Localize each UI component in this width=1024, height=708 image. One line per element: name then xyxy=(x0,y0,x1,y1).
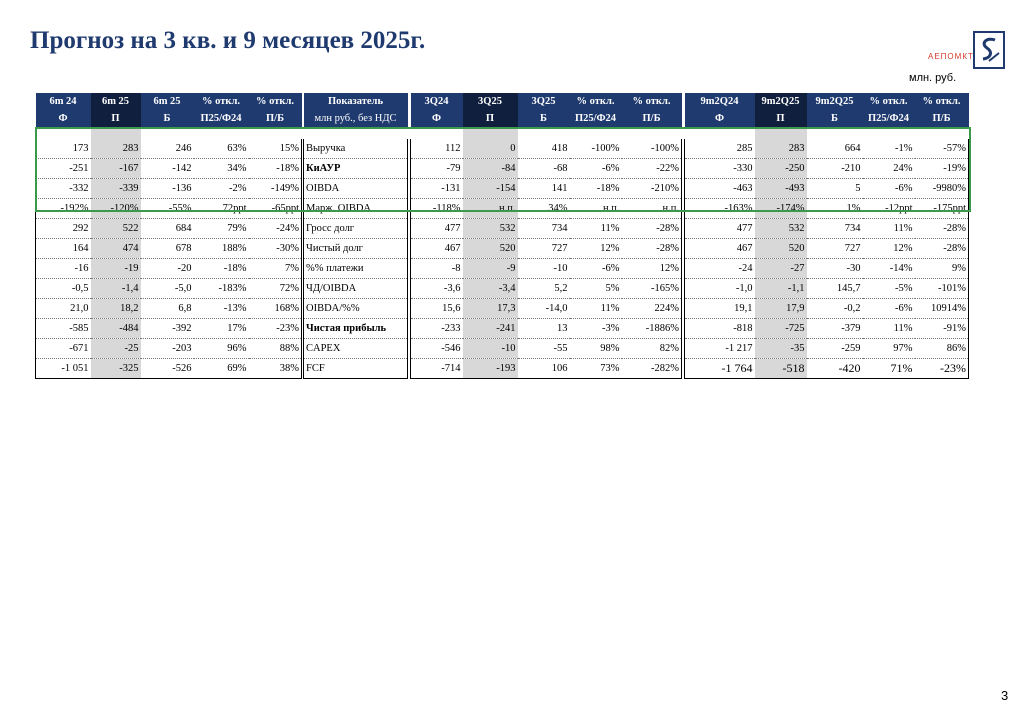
table-header-row xyxy=(36,93,302,110)
table-cell: -131 xyxy=(411,179,463,199)
table-cell: -5% xyxy=(863,279,915,299)
table-cell: -14% xyxy=(863,259,915,279)
table-row xyxy=(304,239,408,259)
col-header: 9m2Q25 xyxy=(755,93,807,110)
table-row xyxy=(36,179,302,199)
table-cell: 173 xyxy=(36,139,91,159)
table-cell: -18% xyxy=(570,179,622,199)
table-cell: -251 xyxy=(36,159,91,179)
table-cell: -18% xyxy=(249,159,302,179)
indicator-label: FCF xyxy=(304,359,408,379)
table-row xyxy=(304,299,408,319)
col-subheader: Ф xyxy=(411,110,463,127)
table-cell: 418 xyxy=(518,139,570,159)
indicator-subheader: млн руб., без НДС xyxy=(304,110,408,127)
table-cell: 79% xyxy=(194,219,249,239)
table-cell: -68 xyxy=(518,159,570,179)
col-header: 6m 25 xyxy=(141,93,194,110)
indicator-table xyxy=(303,93,408,379)
table-cell: 21,0 xyxy=(36,299,91,319)
col-header: 3Q25 xyxy=(518,93,570,110)
table-row xyxy=(685,359,969,379)
indicator-label: Чистая прибыль xyxy=(304,319,408,339)
table-row xyxy=(411,359,682,379)
table-cell: 532 xyxy=(463,219,518,239)
table-cell: -2% xyxy=(194,179,249,199)
table-cell: 86% xyxy=(915,339,969,359)
table-row xyxy=(685,139,969,159)
table-row xyxy=(411,339,682,359)
table-cell: 13 xyxy=(518,319,570,339)
table-row xyxy=(411,299,682,319)
table-cell: -19 xyxy=(91,259,141,279)
unit-label: млн. руб. xyxy=(909,72,957,84)
table-row xyxy=(304,199,408,219)
table-row xyxy=(411,139,682,159)
table-cell: -16 xyxy=(36,259,91,279)
table-row xyxy=(685,259,969,279)
table-cell: 285 xyxy=(685,139,755,159)
table-cell: 6,8 xyxy=(141,299,194,319)
table-cell: -57% xyxy=(915,139,969,159)
table-cell: -120% xyxy=(91,199,141,219)
table-cell: 477 xyxy=(685,219,755,239)
table-cell: 69% xyxy=(194,359,249,379)
table-cell: -484 xyxy=(91,319,141,339)
table-cell: -28% xyxy=(915,239,969,259)
table-row xyxy=(36,159,302,179)
table-cell: 11% xyxy=(863,219,915,239)
table-cell: -8 xyxy=(411,259,463,279)
table-cell: -6% xyxy=(863,179,915,199)
table-cell: -91% xyxy=(915,319,969,339)
table-cell: -23% xyxy=(915,359,969,379)
table-cell: 522 xyxy=(91,219,141,239)
col-header: 3Q25 xyxy=(463,93,518,110)
table-cell: 17,9 xyxy=(755,299,807,319)
table-cell: -24 xyxy=(685,259,755,279)
table-cell: 246 xyxy=(141,139,194,159)
indicator-label: CAPEX xyxy=(304,339,408,359)
table-cell: -163% xyxy=(685,199,755,219)
table-cell: -233 xyxy=(411,319,463,339)
table-cell: -210% xyxy=(622,179,682,199)
table-cell: 63% xyxy=(194,139,249,159)
table-cell: -1,4 xyxy=(91,279,141,299)
table-row xyxy=(411,319,682,339)
table-cell: 0 xyxy=(463,139,518,159)
table-cell: 12% xyxy=(570,239,622,259)
table-cell: -6% xyxy=(570,259,622,279)
table-row xyxy=(304,359,408,379)
table-cell: -118% xyxy=(411,199,463,219)
table-cell: 17,3 xyxy=(463,299,518,319)
table-cell: -1886% xyxy=(622,319,682,339)
table-row xyxy=(304,219,408,239)
table-row xyxy=(36,199,302,219)
col-subheader: Б xyxy=(518,110,570,127)
table-row xyxy=(36,239,302,259)
table-cell: -1% xyxy=(863,139,915,159)
table-row xyxy=(685,299,969,319)
left-period-table xyxy=(35,93,302,379)
col-subheader: П25/Ф24 xyxy=(194,110,249,127)
table-cell: 15% xyxy=(249,139,302,159)
table-cell: -818 xyxy=(685,319,755,339)
table-cell: -0,5 xyxy=(36,279,91,299)
table-cell: -30% xyxy=(249,239,302,259)
col-header: 9m2Q25 xyxy=(807,93,863,110)
table-cell: н.п. xyxy=(622,199,682,219)
table-cell: 684 xyxy=(141,219,194,239)
table-cell: -725 xyxy=(755,319,807,339)
col-header: 3Q24 xyxy=(411,93,463,110)
table-cell: 73% xyxy=(570,359,622,379)
table-cell: 72ppt xyxy=(194,199,249,219)
table-cell: -65ppt xyxy=(249,199,302,219)
table-cell: -5,0 xyxy=(141,279,194,299)
table-cell: -241 xyxy=(463,319,518,339)
table-cell: -101% xyxy=(915,279,969,299)
table-cell: 474 xyxy=(91,239,141,259)
table-cell: -35 xyxy=(755,339,807,359)
table-cell: 11% xyxy=(570,299,622,319)
table-cell: н.п. xyxy=(570,199,622,219)
table-cell: -20 xyxy=(141,259,194,279)
table-row xyxy=(36,279,302,299)
col-header: % откл. xyxy=(249,93,302,110)
page-number: 3 xyxy=(1001,688,1009,703)
table-cell: 24% xyxy=(863,159,915,179)
table-cell: 17% xyxy=(194,319,249,339)
table-cell: -1 051 xyxy=(36,359,91,379)
col-subheader: П/Б xyxy=(249,110,302,127)
col-header: % откл. xyxy=(622,93,682,110)
col-subheader: П25/Ф24 xyxy=(570,110,622,127)
table-cell: 678 xyxy=(141,239,194,259)
table-cell: 283 xyxy=(755,139,807,159)
table-cell: 532 xyxy=(755,219,807,239)
col-subheader: П xyxy=(755,110,807,127)
company-logo-icon xyxy=(973,31,1005,69)
table-cell: -55% xyxy=(141,199,194,219)
table-cell: 467 xyxy=(685,239,755,259)
table-row xyxy=(304,279,408,299)
table-cell: -463 xyxy=(685,179,755,199)
indicator-label: Марж. OIBDA xyxy=(304,199,408,219)
table-cell: 188% xyxy=(194,239,249,259)
table-cell: 164 xyxy=(36,239,91,259)
table-row xyxy=(411,179,682,199)
col-subheader: П25/Ф24 xyxy=(863,110,915,127)
table-header-row xyxy=(685,93,969,110)
table-cell: -28% xyxy=(915,219,969,239)
table-header-row xyxy=(411,93,682,110)
table-cell: -28% xyxy=(622,219,682,239)
table-cell: 141 xyxy=(518,179,570,199)
table-cell: -25 xyxy=(91,339,141,359)
table-cell: -526 xyxy=(141,359,194,379)
table-row xyxy=(685,339,969,359)
table-row xyxy=(411,259,682,279)
table-cell: 12% xyxy=(863,239,915,259)
nine-month-table xyxy=(684,93,969,379)
table-cell: -1 764 xyxy=(685,359,755,379)
table-row xyxy=(304,139,408,159)
table-cell: 34% xyxy=(194,159,249,179)
table-cell: 5% xyxy=(570,279,622,299)
table-cell: 72% xyxy=(249,279,302,299)
table-cell: 727 xyxy=(518,239,570,259)
table-cell: 11% xyxy=(863,319,915,339)
table-row xyxy=(36,339,302,359)
table-subheader-row xyxy=(685,110,969,127)
indicator-label: Выручка xyxy=(304,139,408,159)
table-cell: -30 xyxy=(807,259,863,279)
table-row xyxy=(685,179,969,199)
col-header: % откл. xyxy=(570,93,622,110)
table-cell: 727 xyxy=(807,239,863,259)
table-cell: 520 xyxy=(755,239,807,259)
table-cell: -165% xyxy=(622,279,682,299)
table-cell: 292 xyxy=(36,219,91,239)
table-row xyxy=(36,359,302,379)
table-cell: 467 xyxy=(411,239,463,259)
table-cell: -714 xyxy=(411,359,463,379)
table-cell: 520 xyxy=(463,239,518,259)
table-row xyxy=(685,159,969,179)
table-cell: -1 217 xyxy=(685,339,755,359)
table-cell: -22% xyxy=(622,159,682,179)
table-cell: -585 xyxy=(36,319,91,339)
table-cell: 145,7 xyxy=(807,279,863,299)
company-logo-text xyxy=(928,52,974,61)
col-header: 9m2Q24 xyxy=(685,93,755,110)
table-cell: -330 xyxy=(685,159,755,179)
table-cell: 19,1 xyxy=(685,299,755,319)
table-row xyxy=(36,219,302,239)
table-subheader-row xyxy=(411,110,682,127)
indicator-label: Чистый долг xyxy=(304,239,408,259)
indicator-label: OIBDA xyxy=(304,179,408,199)
table-cell: -12ppt xyxy=(863,199,915,219)
table-cell: 106 xyxy=(518,359,570,379)
table-cell: 9% xyxy=(915,259,969,279)
table-row xyxy=(411,159,682,179)
table-cell: -282% xyxy=(622,359,682,379)
table-cell: -175ppt xyxy=(915,199,969,219)
table-row xyxy=(304,159,408,179)
table-cell: -210 xyxy=(807,159,863,179)
table-cell: 734 xyxy=(518,219,570,239)
table-cell: -0,2 xyxy=(807,299,863,319)
table-row xyxy=(304,339,408,359)
table-row xyxy=(685,239,969,259)
table-cell: -250 xyxy=(755,159,807,179)
table-cell: -325 xyxy=(91,359,141,379)
table-cell: -142 xyxy=(141,159,194,179)
table-cell: -332 xyxy=(36,179,91,199)
table-cell: -19% xyxy=(915,159,969,179)
table-cell: -6% xyxy=(863,299,915,319)
table-cell: -493 xyxy=(755,179,807,199)
table-cell: 98% xyxy=(570,339,622,359)
table-cell: 734 xyxy=(807,219,863,239)
table-cell: -154 xyxy=(463,179,518,199)
col-subheader: П xyxy=(463,110,518,127)
indicator-label: Гросс долг xyxy=(304,219,408,239)
table-cell: -546 xyxy=(411,339,463,359)
col-header: % откл. xyxy=(863,93,915,110)
table-cell: -28% xyxy=(622,239,682,259)
table-cell: 88% xyxy=(249,339,302,359)
table-cell: 283 xyxy=(91,139,141,159)
table-row xyxy=(411,219,682,239)
table-cell: 5,2 xyxy=(518,279,570,299)
table-cell: 664 xyxy=(807,139,863,159)
table-cell: 38% xyxy=(249,359,302,379)
col-subheader: П/Б xyxy=(622,110,682,127)
table-cell: -100% xyxy=(570,139,622,159)
table-cell: -18% xyxy=(194,259,249,279)
table-cell: -100% xyxy=(622,139,682,159)
table-cell: -379 xyxy=(807,319,863,339)
table-cell: -392 xyxy=(141,319,194,339)
table-cell: -193 xyxy=(463,359,518,379)
table-cell: -183% xyxy=(194,279,249,299)
col-header: 6m 24 xyxy=(36,93,91,110)
table-row xyxy=(411,199,682,219)
indicator-label: OIBDA/%% xyxy=(304,299,408,319)
table-cell: -14,0 xyxy=(518,299,570,319)
table-cell: 97% xyxy=(863,339,915,359)
table-row xyxy=(36,319,302,339)
table-cell: -13% xyxy=(194,299,249,319)
table-subheader-row xyxy=(36,110,302,127)
table-row xyxy=(36,259,302,279)
table-cell: 96% xyxy=(194,339,249,359)
col-subheader: Б xyxy=(807,110,863,127)
table-row xyxy=(685,199,969,219)
table-cell: 7% xyxy=(249,259,302,279)
table-cell: -9980% xyxy=(915,179,969,199)
table-cell: -1,0 xyxy=(685,279,755,299)
table-cell: -10 xyxy=(463,339,518,359)
table-row xyxy=(36,139,302,159)
table-cell: -6% xyxy=(570,159,622,179)
table-cell: 15,6 xyxy=(411,299,463,319)
table-cell: -3,4 xyxy=(463,279,518,299)
page-title: Прогноз на 3 кв. и 9 месяцев 2025г. xyxy=(30,27,426,54)
table-cell: -55 xyxy=(518,339,570,359)
table-cell: 168% xyxy=(249,299,302,319)
table-cell: -167 xyxy=(91,159,141,179)
table-cell: 112 xyxy=(411,139,463,159)
table-row xyxy=(685,319,969,339)
table-cell: -3% xyxy=(570,319,622,339)
table-cell: 82% xyxy=(622,339,682,359)
table-cell: -339 xyxy=(91,179,141,199)
table-cell: -136 xyxy=(141,179,194,199)
table-cell: 1% xyxy=(807,199,863,219)
table-row xyxy=(685,219,969,239)
table-cell: 5 xyxy=(807,179,863,199)
col-subheader: Ф xyxy=(36,110,91,127)
table-cell: 18,2 xyxy=(91,299,141,319)
col-subheader: Б xyxy=(141,110,194,127)
table-row xyxy=(411,239,682,259)
table-cell: -174% xyxy=(755,199,807,219)
table-cell: 477 xyxy=(411,219,463,239)
table-row xyxy=(304,179,408,199)
table-cell: н.п. xyxy=(463,199,518,219)
col-subheader: П xyxy=(91,110,141,127)
table-cell: -79 xyxy=(411,159,463,179)
table-cell: -10 xyxy=(518,259,570,279)
table-cell: -420 xyxy=(807,359,863,379)
table-cell: -9 xyxy=(463,259,518,279)
col-header: % откл. xyxy=(915,93,969,110)
table-cell: -23% xyxy=(249,319,302,339)
table-cell: -1,1 xyxy=(755,279,807,299)
table-cell: -149% xyxy=(249,179,302,199)
table-row xyxy=(304,319,408,339)
table-cell: 10914% xyxy=(915,299,969,319)
table-cell: -3,6 xyxy=(411,279,463,299)
table-cell: -84 xyxy=(463,159,518,179)
table-cell: 34% xyxy=(518,199,570,219)
table-cell: -24% xyxy=(249,219,302,239)
logo-text-part-a: АЕПО xyxy=(928,52,955,61)
indicator-label: %% платежи xyxy=(304,259,408,279)
q3-table xyxy=(410,93,682,379)
indicator-header: Показатель xyxy=(304,93,408,110)
table-cell: -192% xyxy=(36,199,91,219)
indicator-label: КиАУР xyxy=(304,159,408,179)
table-row xyxy=(411,279,682,299)
table-cell: -27 xyxy=(755,259,807,279)
col-subheader: Ф xyxy=(685,110,755,127)
logo-text-part-b: МКТ xyxy=(954,52,974,61)
table-row xyxy=(36,299,302,319)
col-header: 6m 25 xyxy=(91,93,141,110)
col-subheader: П/Б xyxy=(915,110,969,127)
table-cell: 11% xyxy=(570,219,622,239)
indicator-label: ЧД/OIBDA xyxy=(304,279,408,299)
table-row xyxy=(685,279,969,299)
col-header: % откл. xyxy=(194,93,249,110)
table-cell: -203 xyxy=(141,339,194,359)
table-cell: -671 xyxy=(36,339,91,359)
table-row xyxy=(304,259,408,279)
table-cell: 71% xyxy=(863,359,915,379)
table-cell: -259 xyxy=(807,339,863,359)
table-cell: 224% xyxy=(622,299,682,319)
table-cell: 12% xyxy=(622,259,682,279)
table-cell: -518 xyxy=(755,359,807,379)
